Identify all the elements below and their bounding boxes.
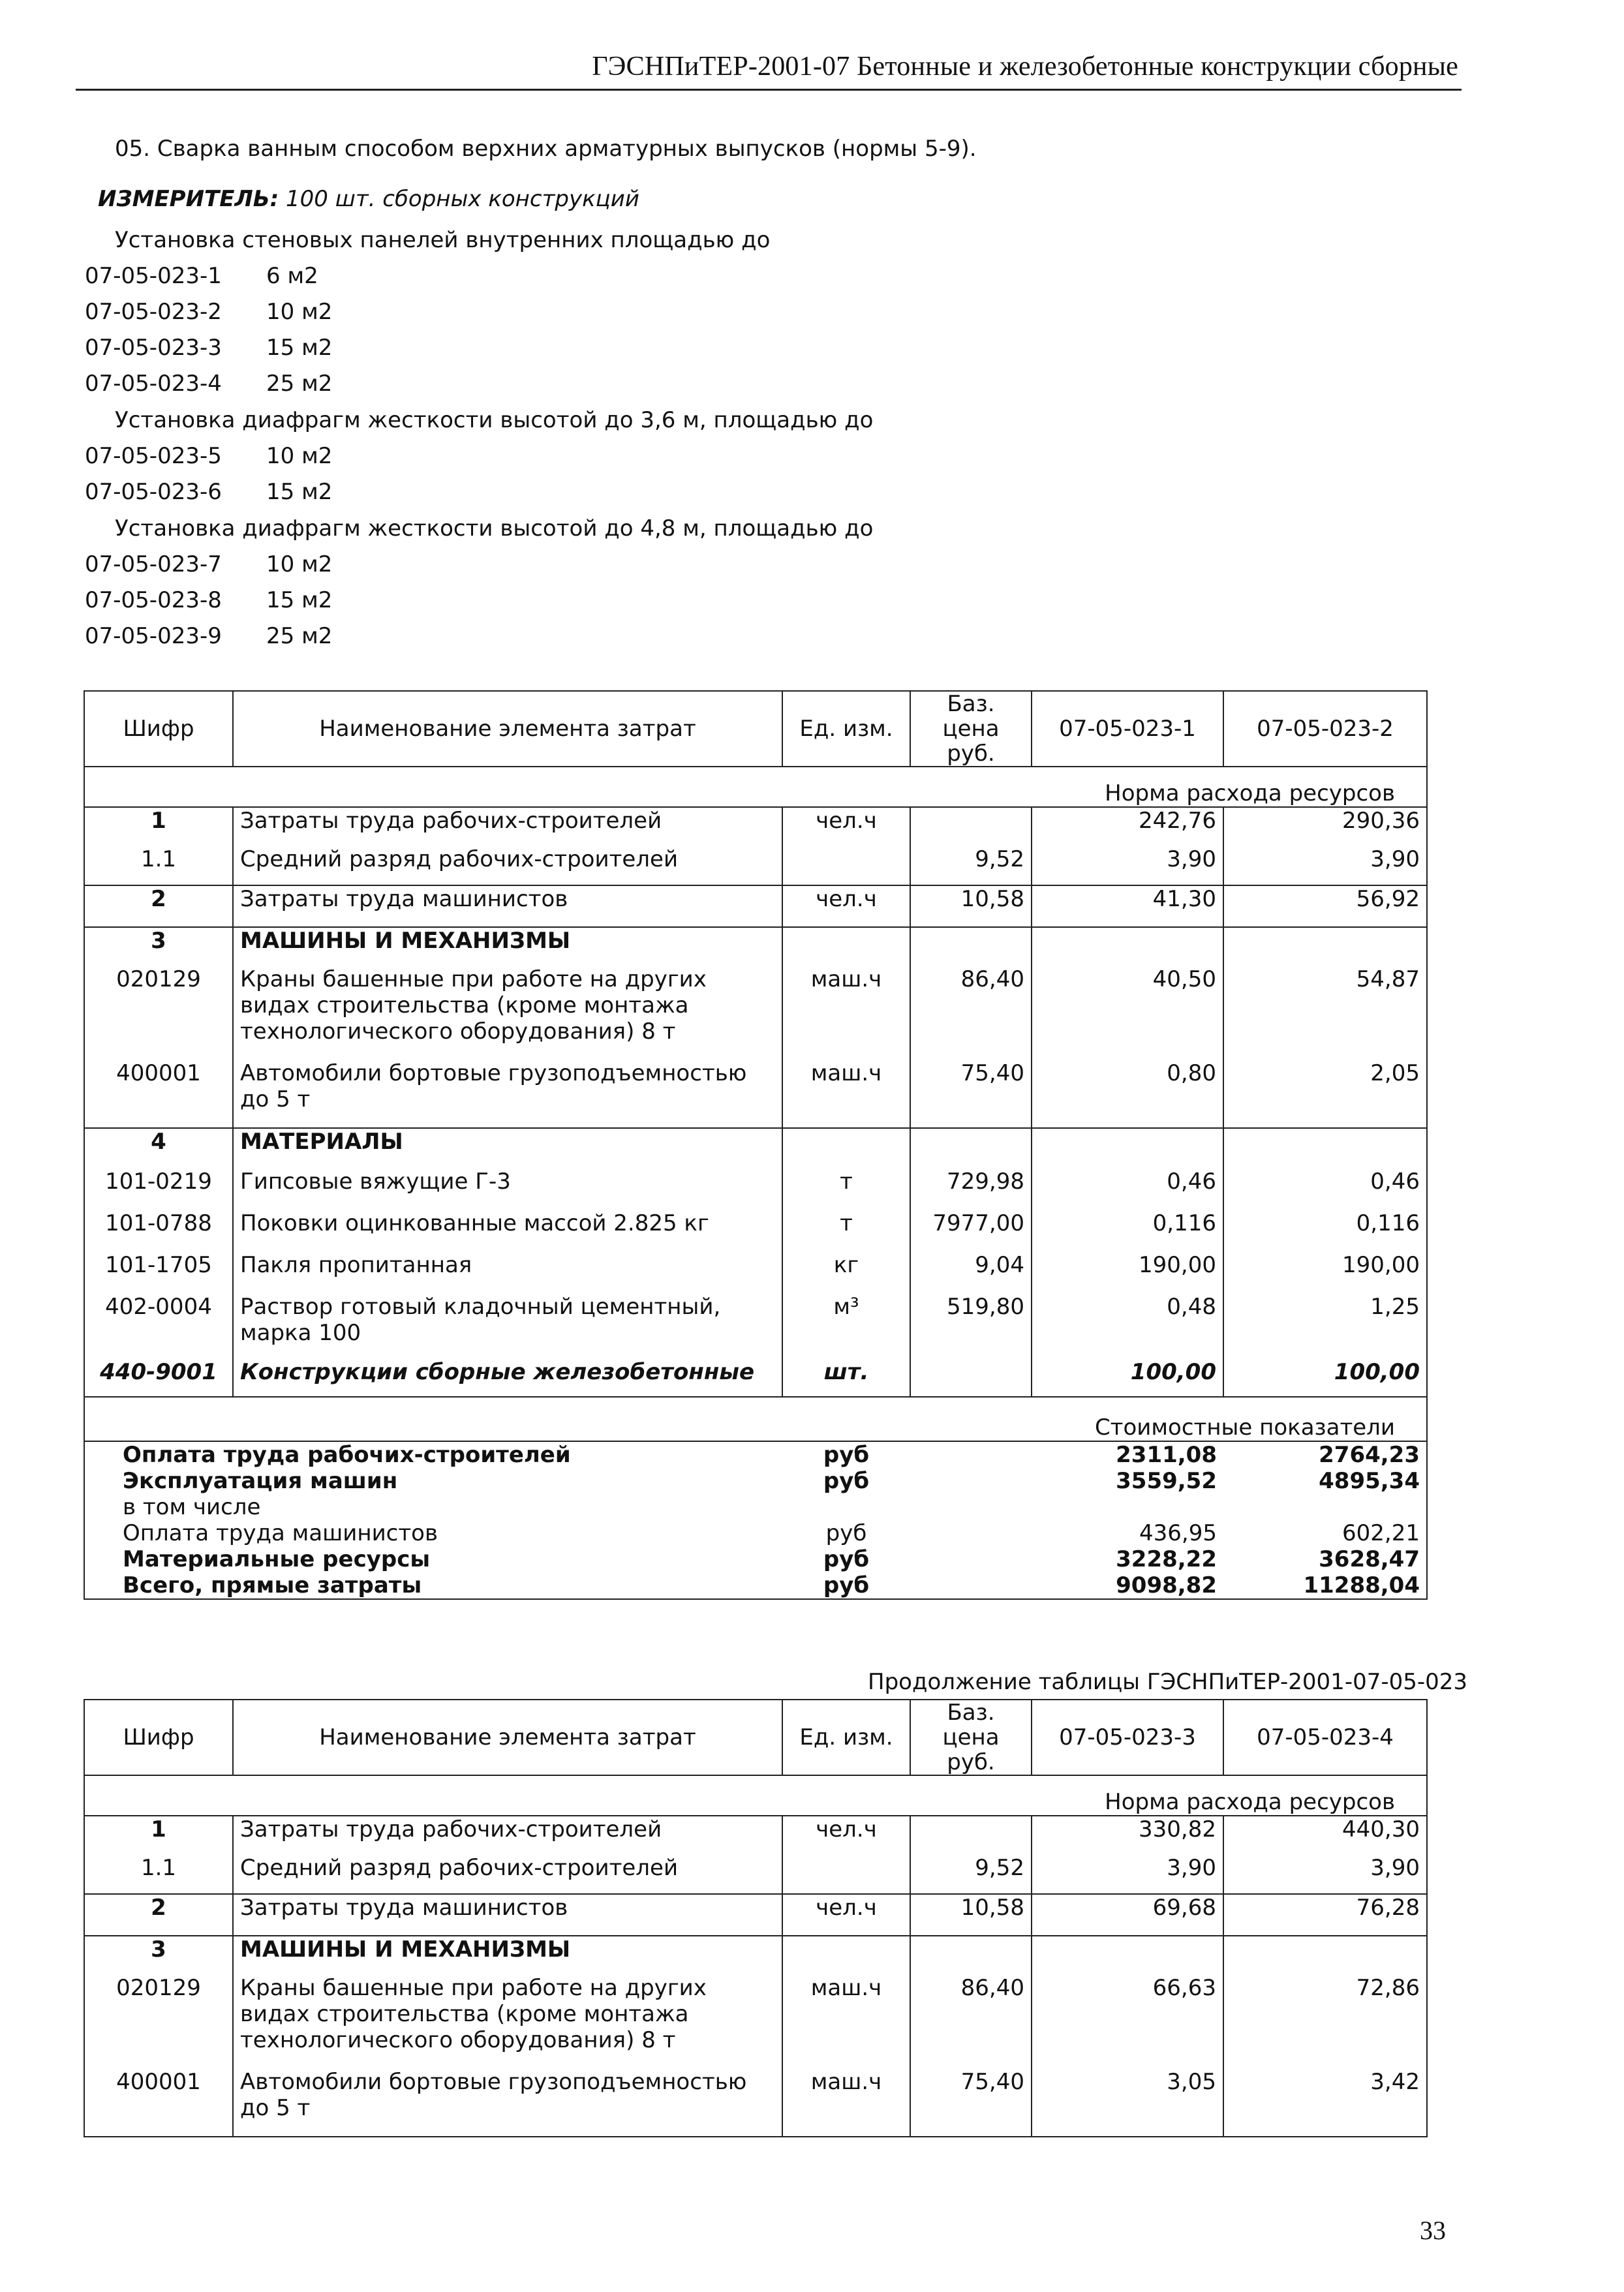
table-row — [84, 966, 1427, 1060]
cost-value-b: 602,21 — [1223, 1520, 1427, 1546]
cost-unit: руб — [782, 1572, 910, 1599]
norm-value: 15 м2 — [266, 479, 333, 505]
norm-code: 07-05-023-9 — [85, 623, 222, 649]
table-row — [84, 1894, 1427, 1936]
cost-name: в том числе — [84, 1494, 782, 1520]
norm-value: 10 м2 — [266, 299, 333, 325]
row-code: 101-1705 — [84, 1252, 233, 1294]
row-code: 402-0004 — [84, 1294, 233, 1359]
code-row — [85, 366, 873, 402]
norm-value: 6 м2 — [266, 263, 318, 289]
header-price: Баз. цена руб. — [910, 1700, 1032, 1775]
table-row — [84, 1169, 1427, 1210]
row-price: 729,98 — [910, 1169, 1032, 1210]
row-name: МАШИНЫ И МЕХАНИЗМЫ — [233, 927, 782, 966]
cost-row — [84, 1441, 1427, 1468]
row-price: 10,58 — [910, 885, 1032, 927]
section-row — [84, 1128, 1427, 1169]
row-price: 10,58 — [910, 1894, 1032, 1936]
row-value-a: 3,90 — [1032, 846, 1223, 885]
header-code: Шифр — [84, 1700, 233, 1775]
row-unit: чел.ч — [782, 1894, 910, 1936]
measure-line — [98, 186, 639, 212]
row-code: 1.1 — [84, 1855, 233, 1894]
cost-value-a: 436,95 — [1139, 1520, 1217, 1546]
cost-value-a: 3559,52 — [1116, 1468, 1217, 1494]
row-unit: кг — [782, 1252, 910, 1294]
row-price: 519,80 — [910, 1294, 1032, 1359]
row-name: Затраты труда машинистов — [233, 1894, 782, 1936]
row-price — [910, 1359, 1032, 1397]
cost-name: Всего, прямые затраты — [84, 1572, 782, 1599]
norm-value: 15 м2 — [266, 587, 333, 613]
row-value-a: 0,48 — [1032, 1294, 1223, 1359]
page-number: 33 — [1420, 2216, 1446, 2245]
cost-name: Эксплуатация машин — [84, 1468, 782, 1494]
group-title: Установка диафрагм жесткости высотой до 4,8 м, площадью до — [115, 515, 874, 542]
row-code: 1 — [84, 1816, 233, 1855]
norm-value: 10 м2 — [266, 443, 333, 469]
row-unit: маш.ч — [782, 1975, 910, 2069]
cost-row — [84, 1546, 1427, 1572]
table-row — [84, 1975, 1427, 2069]
cost-value-a: 3228,22 — [1116, 1546, 1217, 1572]
cost-empty — [910, 1520, 1032, 1546]
header-price: Баз. цена руб. — [910, 691, 1032, 767]
cost-value-b: 3628,47 — [1223, 1546, 1427, 1572]
cost-value-b: 2764,23 — [1223, 1441, 1427, 1468]
row-name: Средний разряд рабочих-строителей — [233, 846, 782, 885]
row-value-a — [1032, 927, 1223, 966]
table-row — [84, 1294, 1427, 1359]
table-row — [84, 885, 1427, 927]
row-code: 400001 — [84, 1060, 233, 1128]
code-row — [85, 547, 873, 583]
row-price: 86,40 — [910, 1975, 1032, 2069]
table-header-row — [84, 691, 1427, 767]
norm-code: 07-05-023-4 — [85, 371, 222, 397]
cost-unit: руб — [825, 1520, 867, 1546]
header-col-a: 07-05-023-3 — [1032, 1700, 1223, 1775]
header-col-a: 07-05-023-1 — [1032, 691, 1223, 767]
row-price: 9,52 — [910, 1855, 1032, 1894]
section-intro: 05. Сварка ванным способом верхних арматурных выпусков (нормы 5-9). — [115, 136, 977, 162]
measure-label: ИЗМЕРИТЕЛЬ: — [98, 186, 279, 212]
cost-value-a: 9098,82 — [1032, 1572, 1223, 1599]
norm-code: 07-05-023-8 — [85, 587, 222, 613]
row-unit: чел.ч — [782, 885, 910, 927]
table-header-row — [84, 1700, 1427, 1775]
header-rule — [76, 89, 1462, 91]
cost-row — [84, 1494, 1427, 1520]
row-unit — [782, 927, 910, 966]
row-unit: маш.ч — [782, 1060, 910, 1128]
row-code: 2 — [84, 1894, 233, 1936]
norm-value: 25 м2 — [266, 371, 333, 397]
row-unit — [782, 1855, 910, 1894]
norm-value: 15 м2 — [266, 335, 333, 361]
row-name: Пакля пропитанная — [233, 1252, 782, 1294]
row-value-a: 0,46 — [1032, 1169, 1223, 1210]
row-code: 3 — [84, 927, 233, 966]
table-row — [84, 2069, 1427, 2137]
cost-empty — [910, 1441, 1032, 1468]
cost-unit: руб — [823, 1546, 870, 1572]
row-unit — [782, 1128, 910, 1169]
norm-code: 07-05-023-1 — [85, 263, 222, 289]
row-value-b: 440,30 — [1223, 1816, 1427, 1855]
cost-row — [84, 1572, 1427, 1599]
table-row — [84, 1816, 1427, 1855]
cost-empty — [910, 1546, 1032, 1572]
code-row — [85, 294, 873, 330]
row-value-a: 0,80 — [1032, 1060, 1223, 1128]
cost-empty — [910, 1468, 1032, 1494]
cost-name: Оплата труда рабочих-строителей — [84, 1441, 782, 1468]
group-title: Установка стеновых панелей внутренних площадью до — [115, 227, 771, 253]
cost-value-b: 4895,34 — [1223, 1468, 1427, 1494]
row-value-a: 3,05 — [1032, 2069, 1223, 2137]
code-row — [85, 583, 873, 619]
code-row — [85, 474, 873, 510]
norm-code: 07-05-023-6 — [85, 479, 222, 505]
code-row — [85, 438, 873, 474]
cost-title-row — [84, 1397, 1427, 1441]
row-value-b: 3,90 — [1223, 1855, 1427, 1894]
cost-unit: руб — [823, 1468, 870, 1494]
cost-empty — [910, 1494, 1032, 1520]
row-code: 440-9001 — [84, 1359, 233, 1397]
row-name: МАТЕРИАЛЫ — [233, 1128, 782, 1169]
norm-code: 07-05-023-2 — [85, 299, 222, 325]
norm-title-row — [84, 767, 1427, 807]
row-value-b — [1223, 1128, 1427, 1169]
row-value-b: 3,90 — [1223, 846, 1427, 885]
row-unit: маш.ч — [782, 2069, 910, 2137]
page-header-title: ГЭСНПиТЕР-2001-07 Бетонные и железобетонные конструкции сборные — [592, 52, 1458, 82]
row-value-a: 41,30 — [1032, 885, 1223, 927]
row-value-b: 0,46 — [1223, 1169, 1427, 1210]
row-code: 400001 — [84, 2069, 233, 2137]
row-value-b: 190,00 — [1223, 1252, 1427, 1294]
header-name: Наименование элемента затрат — [233, 691, 782, 767]
norm-code-list — [85, 222, 873, 654]
row-unit: т — [782, 1169, 910, 1210]
resource-table-1 — [84, 690, 1428, 1600]
row-value-b — [1223, 927, 1427, 966]
row-value-b: 290,36 — [1223, 807, 1427, 846]
row-unit: м³ — [782, 1294, 910, 1359]
row-name: Автомобили бортовые грузоподъемностью до 5 т — [233, 2069, 782, 2137]
row-code: 020129 — [84, 966, 233, 1060]
row-unit — [782, 846, 910, 885]
row-name: Затраты труда рабочих-строителей — [233, 807, 782, 846]
row-name: МАШИНЫ И МЕХАНИЗМЫ — [233, 1936, 782, 1975]
row-value-b: 3,42 — [1223, 2069, 1427, 2137]
norm-code: 07-05-023-3 — [85, 335, 222, 361]
row-value-a: 66,63 — [1032, 1975, 1223, 2069]
row-value-b: 0,116 — [1223, 1210, 1427, 1252]
row-value-a: 100,00 — [1032, 1359, 1223, 1397]
norm-value: 10 м2 — [266, 551, 333, 577]
row-code: 1.1 — [84, 846, 233, 885]
row-code: 3 — [84, 1936, 233, 1975]
row-code: 101-0788 — [84, 1210, 233, 1252]
section-row — [84, 927, 1427, 966]
row-value-b: 76,28 — [1223, 1894, 1427, 1936]
row-value-a: 0,116 — [1032, 1210, 1223, 1252]
row-price — [910, 807, 1032, 846]
row-price: 9,04 — [910, 1252, 1032, 1294]
cost-title: Стоимостные показатели — [84, 1397, 1427, 1441]
group-title: Установка диафрагм жесткости высотой до 3,6 м, площадью до — [115, 407, 874, 433]
norm-value: 25 м2 — [266, 623, 333, 649]
row-name: Средний разряд рабочих-строителей — [233, 1855, 782, 1894]
row-name: Гипсовые вяжущие Г-3 — [233, 1169, 782, 1210]
header-code: Шифр — [84, 691, 233, 767]
row-code: 1 — [84, 807, 233, 846]
row-value-b: 56,92 — [1223, 885, 1427, 927]
row-unit: т — [782, 1210, 910, 1252]
cost-value-a — [1032, 1494, 1223, 1520]
code-row — [85, 258, 873, 294]
row-name: Автомобили бортовые грузоподъемностью до 5 т — [233, 1060, 782, 1128]
row-code: 4 — [84, 1128, 233, 1169]
row-name: Конструкции сборные железобетонные — [233, 1359, 782, 1397]
row-value-a — [1032, 1936, 1223, 1975]
row-value-a — [1032, 1128, 1223, 1169]
row-price: 7977,00 — [910, 1210, 1032, 1252]
row-name: Затраты труда рабочих-строителей — [233, 1816, 782, 1855]
code-row — [85, 619, 873, 654]
table-row — [84, 1252, 1427, 1294]
row-value-b — [1223, 1936, 1427, 1975]
header-col-b: 07-05-023-4 — [1223, 1700, 1427, 1775]
cost-unit — [782, 1494, 910, 1520]
row-name: Раствор готовый кладочный цементный, марка 100 — [233, 1294, 782, 1359]
header-name: Наименование элемента затрат — [233, 1700, 782, 1775]
row-value-b: 2,05 — [1223, 1060, 1427, 1128]
row-unit: маш.ч — [782, 966, 910, 1060]
table-row — [84, 1060, 1427, 1128]
table-row — [84, 1855, 1427, 1894]
header-unit: Ед. изм. — [782, 1700, 910, 1775]
table-row — [84, 846, 1427, 885]
table-row — [84, 1210, 1427, 1252]
row-price — [910, 1816, 1032, 1855]
header-col-b: 07-05-023-2 — [1223, 691, 1427, 767]
row-price: 9,52 — [910, 846, 1032, 885]
row-value-a: 69,68 — [1032, 1894, 1223, 1936]
row-name: Краны башенные при работе на других видах строительства (кроме монтажа технологического оборудования) 8 т — [233, 1975, 782, 2069]
row-value-b: 72,86 — [1223, 1975, 1427, 2069]
cost-value-b — [1223, 1494, 1427, 1520]
table-row — [84, 807, 1427, 846]
row-code: 020129 — [84, 1975, 233, 2069]
norm-title-row — [84, 1775, 1427, 1816]
row-value-a: 40,50 — [1032, 966, 1223, 1060]
row-value-a: 330,82 — [1032, 1816, 1223, 1855]
table-continuation-caption: Продолжение таблицы ГЭСНПиТЕР-2001-07-05-023 — [868, 1669, 1468, 1695]
header-unit: Ед. изм. — [782, 691, 910, 767]
section-row — [84, 1936, 1427, 1975]
norm-title: Норма расхода ресурсов — [84, 767, 1427, 807]
norm-code: 07-05-023-7 — [85, 551, 222, 577]
cost-value-a: 2311,08 — [1116, 1442, 1217, 1468]
resource-table-2 — [84, 1699, 1428, 2137]
row-name: Краны башенные при работе на других видах строительства (кроме монтажа технологического оборудования) 8 т — [233, 966, 782, 1060]
row-price — [910, 927, 1032, 966]
row-price: 75,40 — [910, 2069, 1032, 2137]
row-code: 101-0219 — [84, 1169, 233, 1210]
row-unit — [782, 1936, 910, 1975]
table-row — [84, 1359, 1427, 1397]
row-value-a: 242,76 — [1032, 807, 1223, 846]
row-unit: чел.ч — [782, 1816, 910, 1855]
row-name: Поковки оцинкованные массой 2.825 кг — [233, 1210, 782, 1252]
cost-name: Материальные ресурсы — [84, 1546, 782, 1572]
code-row — [85, 330, 873, 366]
cost-row — [84, 1468, 1427, 1494]
row-code: 2 — [84, 885, 233, 927]
row-value-b: 1,25 — [1223, 1294, 1427, 1359]
cost-row — [84, 1520, 1427, 1546]
cost-unit: руб — [823, 1442, 870, 1468]
row-price — [910, 1128, 1032, 1169]
row-value-a: 3,90 — [1032, 1855, 1223, 1894]
norm-title: Норма расхода ресурсов — [84, 1775, 1427, 1816]
row-unit: шт. — [782, 1359, 910, 1397]
cost-empty — [910, 1572, 1032, 1599]
measure-value: 100 шт. сборных конструкций — [286, 186, 639, 212]
row-price: 75,40 — [910, 1060, 1032, 1128]
row-price — [910, 1936, 1032, 1975]
row-value-b: 54,87 — [1223, 966, 1427, 1060]
row-unit: чел.ч — [782, 807, 910, 846]
row-price: 86,40 — [910, 966, 1032, 1060]
row-value-b: 100,00 — [1223, 1359, 1427, 1397]
cost-name: Оплата труда машинистов — [84, 1520, 782, 1546]
row-name: Затраты труда машинистов — [233, 885, 782, 927]
norm-code: 07-05-023-5 — [85, 443, 222, 469]
cost-value-b: 11288,04 — [1223, 1572, 1427, 1599]
row-value-a: 190,00 — [1032, 1252, 1223, 1294]
